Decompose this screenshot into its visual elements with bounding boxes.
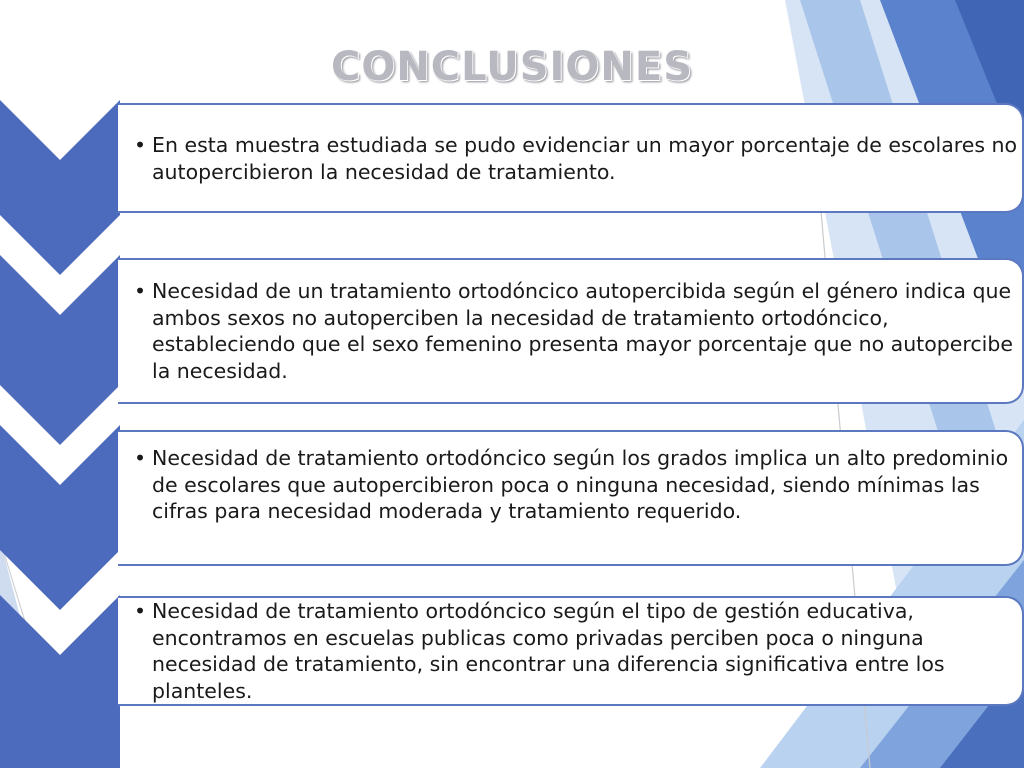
chevron-arrow-4 [0, 595, 120, 768]
page-title: CONCLUSIONES [330, 44, 694, 90]
conclusion-item-1: • En esta muestra estudiada se pudo evidenciar un mayor porcentaje de escolares no autopercibieron la necesidad de tratamiento. [134, 132, 1022, 185]
chevron-arrow-2 [0, 255, 120, 445]
chevron-arrow-1 [0, 100, 120, 275]
chevron-arrow-3 [0, 425, 120, 610]
conclusion-item-4: • Necesidad de tratamiento ortodóncico según el tipo de gestión educativa, encontramos en escuelas publicas como privadas perciben poca o ninguna necesidad de tratamiento, sin encontrar una diferencia significativa entre los planteles. [134, 598, 1024, 704]
conclusion-item-2: • Necesidad de un tratamiento ortodóncico autopercibida según el género indica que ambos sexos no autoperciben la necesidad de tratamiento ortodóncico, estableciendo que el sexo femenino presenta mayor porcentaje que no autopercibe la necesidad. [134, 278, 1022, 384]
conclusion-item-3: • Necesidad de tratamiento ortodóncico según los grados implica un alto predominio de escolares que autopercibieron poca o ninguna necesidad, siendo mínimas las cifras para necesidad moderada y tratamiento requerido. [134, 445, 1022, 525]
